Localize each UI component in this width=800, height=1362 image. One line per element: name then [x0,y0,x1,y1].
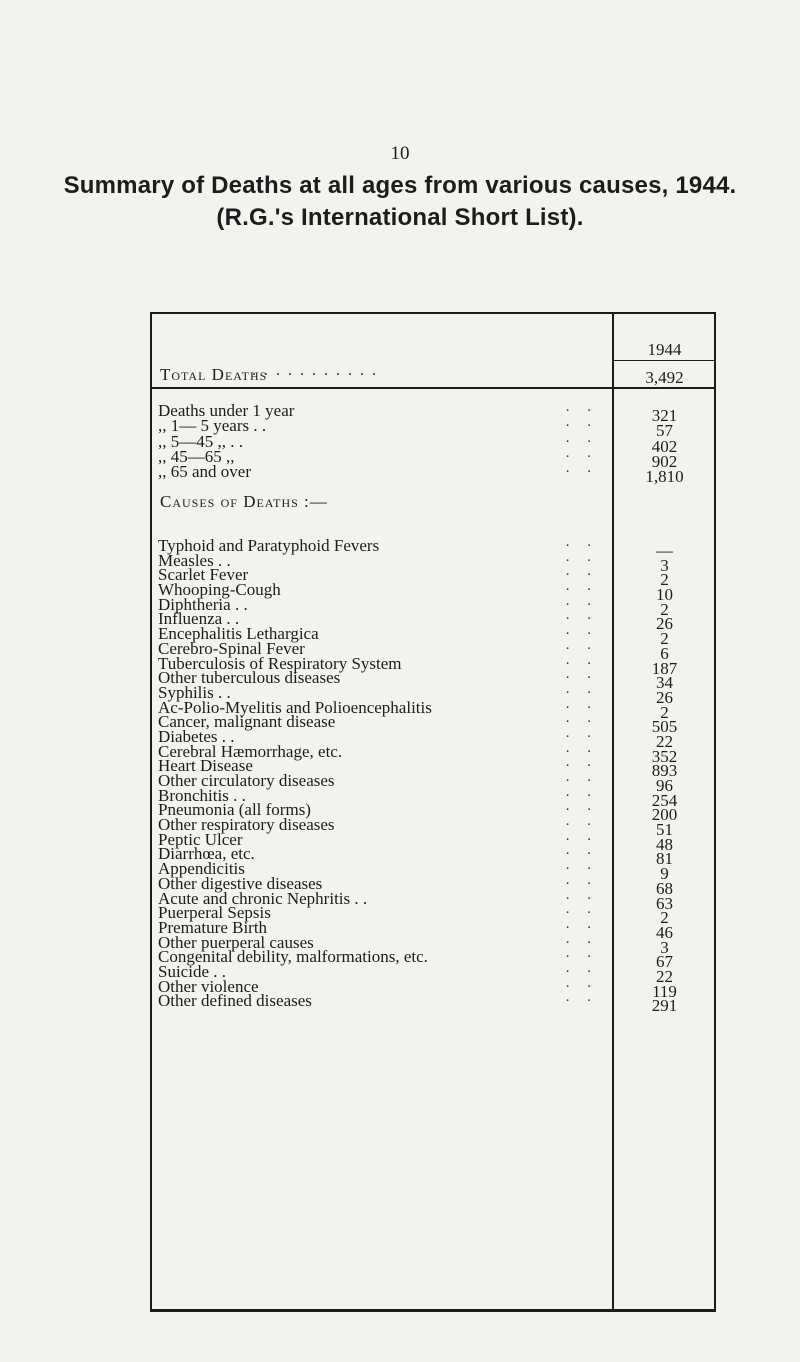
leader-dots: . . [565,901,598,918]
cause-row-value: 34 [656,673,673,693]
leader-dots: . . [565,710,598,727]
cause-row-value: 26 [656,614,673,634]
cause-row-value: — [656,541,673,560]
total-deaths-label: Total Deaths [160,365,268,384]
cause-row-label: Encephalitis Lethargica [158,624,319,644]
cause-row-value: 200 [651,805,678,825]
cause-row-value: 2 [660,599,669,619]
leader-dots: . . [565,429,598,446]
cause-row-label: Suicide . . [158,961,226,981]
leader-dots: . . [565,783,598,800]
leader-dots: . . [565,651,598,668]
leader-dots: . . [565,974,598,991]
cause-row-label: Scarlet Fever [158,565,249,585]
age-group-row-label: Deaths under 1 year [158,401,295,420]
cause-row-label: Diphtheria . . [158,594,248,614]
leader-dots: . . [565,578,598,595]
leader-dots: . . [565,534,598,550]
cause-row-label: Appendicitis [158,859,245,879]
cause-row-value: 81 [656,849,673,869]
cause-row-label: Cerebral Hæmorrhage, etc. [158,741,343,761]
leader-dots: . . [565,695,598,712]
causes-list [158,534,716,1016]
cause-row-value: 68 [656,878,673,898]
cause-row-label: Other defined diseases [158,991,312,1011]
total-deaths-value: 3,492 [645,368,684,387]
cause-row-label: Other circulatory diseases [158,771,335,790]
age-group-row-label: ,, 1— 5 years . . [158,416,267,436]
leader-dots: . . [565,857,598,874]
cause-row-value: 48 [656,834,673,854]
cause-row-label: Other tuberculous diseases [158,668,341,688]
leader-dots: . . [565,607,598,624]
leader-dots: . . [565,724,598,741]
cause-row-value: 22 [656,731,673,751]
age-group-row-label: ,, 5—45 ,, . . [158,431,243,451]
leader-dots: . . [565,680,598,697]
year-column-header: 1944 [647,340,682,359]
cause-row-value: 96 [656,776,673,795]
cause-row-label: Cancer, malignant disease [158,712,336,732]
leader-dots: . . [565,399,598,415]
leader-dots: . . [565,959,598,976]
leader-dots: . . [565,754,598,771]
cause-row-label: Influenza . . [158,609,240,629]
leader-dots: . . [565,813,598,830]
age-group-row-label: ,, 65 and over [158,462,252,482]
title-line-1: Summary of Deaths at all ages from various causes, 1944. [63,172,737,199]
cause-row-value: 119 [652,981,677,1001]
cause-row-label: Premature Birth [158,917,268,937]
cause-row-label: Whooping-Cough [158,580,281,600]
cause-row-value: 22 [656,966,673,986]
leader-dots: . . . . . . . . . . . [252,362,378,379]
cause-row-label: Other violence [158,976,259,996]
year-underline [613,360,716,361]
leader-dots: . . [565,563,598,580]
age-group-list [158,399,716,487]
leader-dots: . . [565,414,598,431]
cause-row-label: Bronchitis . . [158,785,246,805]
leader-dots: . . [565,592,598,609]
cause-row-label: Puerperal Sepsis [158,903,271,923]
page-number: 10 [390,143,410,164]
cause-row-value: 2 [660,702,669,722]
cause-row-label: Acute and chronic Nephritis . . [158,888,368,908]
cause-row-label: Cerebro-Spinal Fever [158,638,305,658]
cause-row-value: 46 [656,922,673,942]
cause-row-value: 26 [656,687,673,707]
leader-dots: . . [565,886,598,903]
cause-row-label: Heart Disease [158,756,253,776]
cause-row-label: Other puerperal causes [158,932,314,952]
cause-row-value: 10 [656,585,673,605]
age-group-row-label: ,, 45—65 ,, [158,446,235,466]
cause-row-label: Ac-Polio-Myelitis and Polioencephalitis [158,697,432,717]
cause-row-value: 352 [651,746,678,766]
leader-dots: . . [565,930,598,947]
leader-dots: . . [565,739,598,756]
title-line-2: (R.G.'s International Short List). [216,204,584,231]
leader-dots: . . [565,827,598,844]
cause-row-value: 2 [660,908,669,928]
cause-row-value: 6 [660,643,669,663]
age-group-row-value: 321 [651,406,678,425]
age-group-row-value: 57 [656,421,673,441]
leader-dots: . . [565,915,598,932]
cause-row-value: 187 [651,658,678,678]
age-group-row-value: 1,810 [645,467,684,487]
cause-row-label: Tuberculosis of Respiratory System [158,653,402,673]
leader-dots: . . [565,798,598,815]
cause-row-value: 2 [660,629,669,649]
cause-row-label: Pneumonia (all forms) [158,800,311,820]
cause-row-value: 67 [656,952,673,972]
leader-dots: . . [565,666,598,683]
cause-row-value: 51 [656,820,673,840]
page-title [0,172,800,232]
cause-row-value: 505 [651,717,678,737]
leader-dots: . . [565,842,598,859]
cause-row-label: Peptic Ulcer [158,829,243,849]
cause-row-label: Congenital debility, malformations, etc. [158,947,428,967]
cause-row-value: 3 [660,937,669,957]
cause-row-label: Measles . . [158,550,231,570]
age-group-row-value: 902 [651,451,678,471]
leader-dots: . . [565,444,598,461]
leader-dots: . . [565,548,598,565]
cause-row-label: Diabetes . . [158,726,235,746]
leader-dots: . . [565,636,598,653]
cause-row-label: Diarrhœa, etc. [158,844,255,864]
cause-row-value: 893 [651,761,678,781]
leader-dots: . . [565,871,598,888]
causes-header: Causes of Deaths :— [160,492,328,511]
age-group-row-value: 402 [651,436,678,456]
cause-row-label: Other respiratory diseases [158,815,335,835]
cause-row-label: Typhoid and Paratyphoid Fevers [158,536,380,555]
leader-dots: . . [565,622,598,639]
cause-row-value: 291 [651,996,678,1016]
cause-row-label: Syphilis . . [158,682,231,702]
leader-dots: . . [565,945,598,962]
cause-row-value: 2 [660,570,669,590]
cause-row-value: 63 [656,893,673,913]
leader-dots: . . [565,460,598,477]
leader-dots: . . [565,989,598,1006]
leader-dots: . . [565,769,598,785]
cause-row-value: 254 [651,790,678,810]
cause-row-value: 9 [660,864,669,884]
cause-row-label: Other digestive diseases [158,873,323,893]
cause-row-value: 3 [660,555,669,575]
